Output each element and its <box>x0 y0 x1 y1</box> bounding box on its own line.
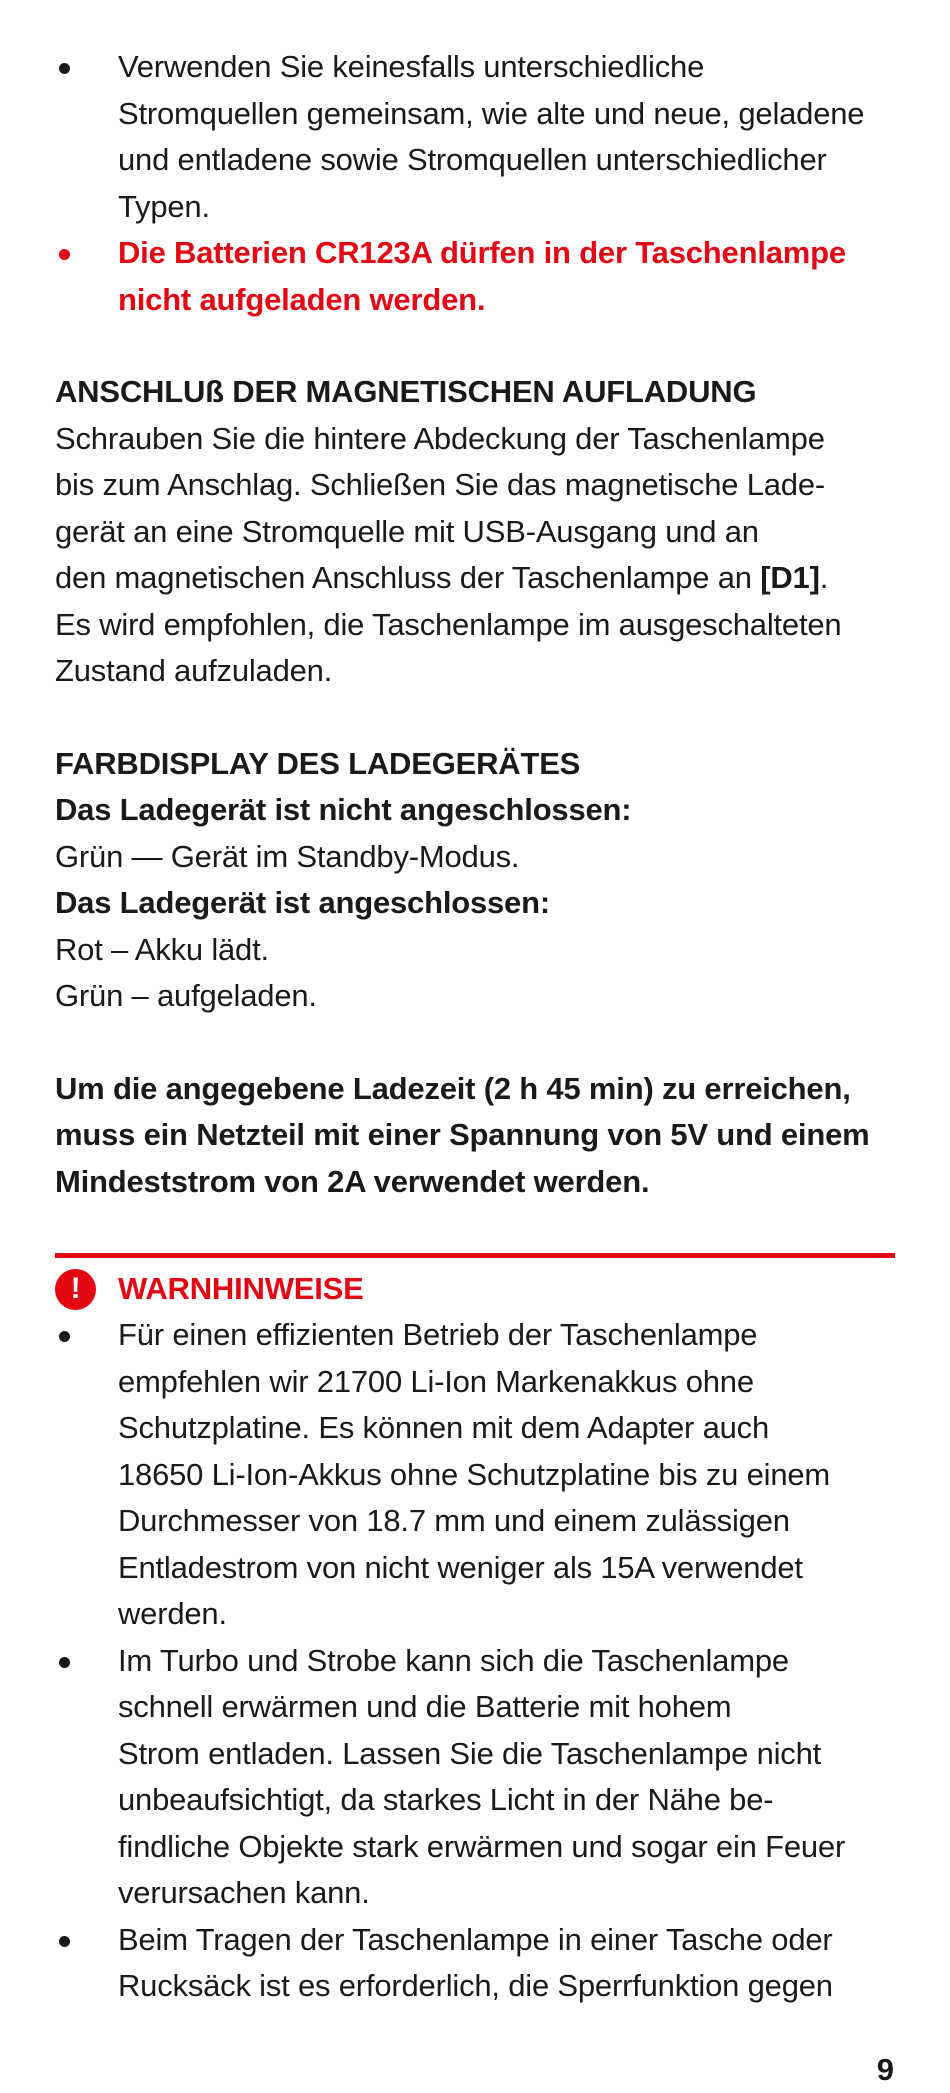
text-line: bis zum Anschlag. Schließen Sie das magnetische Lade- <box>55 467 826 502</box>
not-connected-label: Das Ladegerät ist nicht angeschlossen: <box>55 792 632 827</box>
text-line: Um die angegebene Ladezeit (2 h 45 min) zu erreichen, <box>55 1070 851 1106</box>
text-line: Mindeststrom von 2A verwendet werden. <box>55 1163 650 1199</box>
exclamation-icon: ! <box>55 1269 96 1310</box>
charger-display-heading: FARBDISPLAY DES LADEGERÄTES <box>55 745 581 781</box>
spacer <box>55 695 895 741</box>
bullet-line: Beim Tragen der Taschenlampe in einer Tasche oder <box>118 1921 833 1957</box>
bullet-line: nicht aufgeladen werden. <box>118 281 486 317</box>
text-line: muss ein Netzteil mit einer Spannung von 5V und einem <box>55 1117 870 1152</box>
warnings-bullet-list <box>55 1312 895 2010</box>
bullet-line: und entladene sowie Stromquellen unterschiedlicher <box>118 142 827 177</box>
bullet-line: Im Turbo und Strobe kann sich die Taschenlampe <box>118 1642 789 1678</box>
bullet-dot-icon <box>59 63 70 74</box>
bullet-line: 18650 Li-Ion-Akkus ohne Schutzplatine bis zu einem <box>118 1456 831 1492</box>
bullet-line: verursachen kann. <box>118 1875 370 1910</box>
magnetic-charging-section <box>55 369 895 695</box>
text-line: Schrauben Sie die hintere Abdeckung der Taschenlampe <box>55 420 825 456</box>
bullet-line: Verwenden Sie keinesfalls unterschiedliche <box>118 49 705 84</box>
bullet-line: unbeaufsichtigt, da starkes Licht in der Nähe be- <box>118 1782 774 1817</box>
text-line-end: . <box>819 560 829 595</box>
bullet-line: Durchmesser von 18.7 mm und einem zulässigen <box>118 1503 790 1538</box>
bullet-line: Für einen effizienten Betrieb der Taschenlampe <box>118 1317 758 1352</box>
bullet-line: werden. <box>118 1596 227 1631</box>
warnings-section <box>55 1266 895 2010</box>
text-line: Es wird empfohlen, die Taschenlampe im ausgeschalteten <box>55 606 842 642</box>
bullet-dot-icon <box>59 1657 70 1668</box>
bullet-line: Stromquellen gemeinsam, wie alte und neue, geladene <box>118 95 865 131</box>
bullet-dot-icon <box>59 1936 70 1947</box>
charging-time-note <box>55 1066 895 1206</box>
intro-bullet-cr123a-warning <box>55 230 895 323</box>
connected-label: Das Ladegerät ist angeschlossen: <box>55 885 550 920</box>
manual-page <box>55 44 895 2010</box>
bullet-line: Strom entladen. Lassen Sie die Taschenlampe nicht <box>118 1735 822 1771</box>
warning-bullet-batteries <box>55 1312 895 1638</box>
text-line: gerät an eine Stromquelle mit USB-Ausgang und an <box>55 513 759 549</box>
bullet-dot-icon <box>59 249 70 260</box>
bullet-line: Typen. <box>118 188 210 224</box>
warning-bullet-turbo-heat <box>55 1638 895 1917</box>
spacer <box>55 323 895 369</box>
warnings-heading: WARNHINWEISE <box>118 1270 364 1306</box>
magnetic-charging-text <box>55 416 895 695</box>
charger-display-section <box>55 741 895 1020</box>
connected-state-charged: Grün – aufgeladen. <box>55 978 317 1013</box>
warning-bullet-lockout <box>55 1917 895 2010</box>
bullet-line: Rucksäck ist es erforderlich, die Sperrfunktion gegen <box>118 1968 833 2003</box>
figure-reference: [D1] <box>760 560 820 595</box>
bullet-dot-icon <box>59 1331 70 1342</box>
intro-bullet-list <box>55 44 895 323</box>
text-line: den magnetischen Anschluss der Taschenlampe an <box>55 560 761 595</box>
not-connected-state: Grün — Gerät im Standby-Modus. <box>55 838 520 874</box>
bullet-line: Die Batterien CR123A dürfen in der Taschenlampe <box>118 235 846 270</box>
page-number: 9 <box>876 2052 894 2087</box>
spacer <box>55 1020 895 1066</box>
intro-bullet-mixed-sources <box>55 44 895 230</box>
magnetic-charging-heading: ANSCHLUß DER MAGNETISCHEN AUFLADUNG <box>55 374 757 409</box>
bullet-line: findliche Objekte stark erwärmen und sogar ein Feuer <box>118 1828 846 1864</box>
bullet-line: empfehlen wir 21700 Li-Ion Markenakkus ohne <box>118 1363 754 1399</box>
connected-state-charging: Rot – Akku lädt. <box>55 931 269 967</box>
warnings-header <box>55 1266 895 1312</box>
text-line: Zustand aufzuladen. <box>55 653 333 688</box>
bullet-line: Schutzplatine. Es können mit dem Adapter auch <box>118 1410 770 1445</box>
warning-divider <box>55 1253 895 1258</box>
bullet-line: Entladestrom von nicht weniger als 15A verwendet <box>118 1549 803 1585</box>
bullet-line: schnell erwärmen und die Batterie mit hohem <box>118 1689 732 1724</box>
